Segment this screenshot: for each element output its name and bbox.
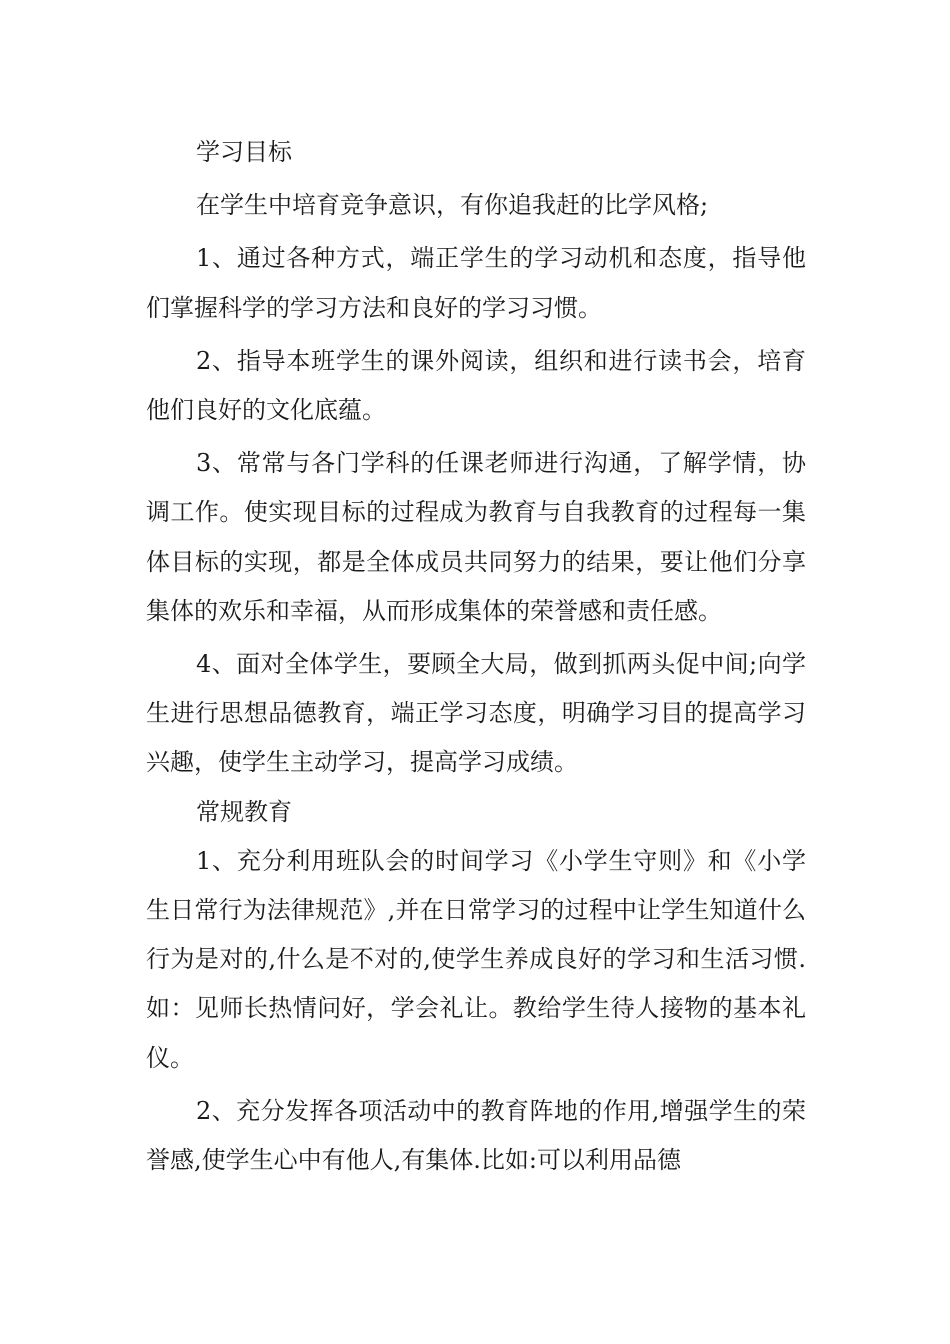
paragraph-item-3: 3、常常与各门学科的任课老师进行沟通，了解学情，协调工作。使实现目标的过程成为教育与自我教育的过程每一集体目标的实现，都是全体成员共同努力的结果，要让他们分享集体的欢乐和幸福，从而形成集体的荣誉感和责任感。 (146, 449, 806, 625)
paragraph-routine-2: 2、充分发挥各项活动中的教育阵地的作用,增强学生的荣誉感,使学生心中有他人,有集体.比如:可以利用品德 (146, 1096, 806, 1175)
document-page (146, 128, 806, 1185)
paragraph-competition-awareness: 在学生中培育竞争意识，有你追我赶的比学风格; (196, 191, 709, 220)
paragraph-routine-1: 1、充分利用班队会的时间学习《小学生守则》和《小学生日常行为法律规范》,并在日常学习的过程中让学生知道什么行为是对的,什么是不对的,使学生养成良好的学习和生活习惯. 如：见师长热情问好，学会礼让。教给学生待人接物的基本礼仪。 (146, 846, 806, 1072)
paragraph-item-4: 4、面对全体学生，要顾全大局，做到抓两头促中间;向学生进行思想品德教育，端正学习态度，明确学习目的提高学习兴趣，使学生主动学习，提高学习成绩。 (146, 650, 806, 777)
heading-learning-goals: 学习目标 (196, 138, 292, 166)
paragraph-item-2: 2、指导本班学生的课外阅读，组织和进行读书会，培育他们良好的文化底蕴。 (146, 346, 806, 425)
heading-routine-education: 常规教育 (196, 797, 292, 826)
paragraph-item-1: 1、通过各种方式，端正学生的学习动机和态度，指导他们掌握科学的学习方法和良好的学习习惯。 (146, 244, 806, 322)
